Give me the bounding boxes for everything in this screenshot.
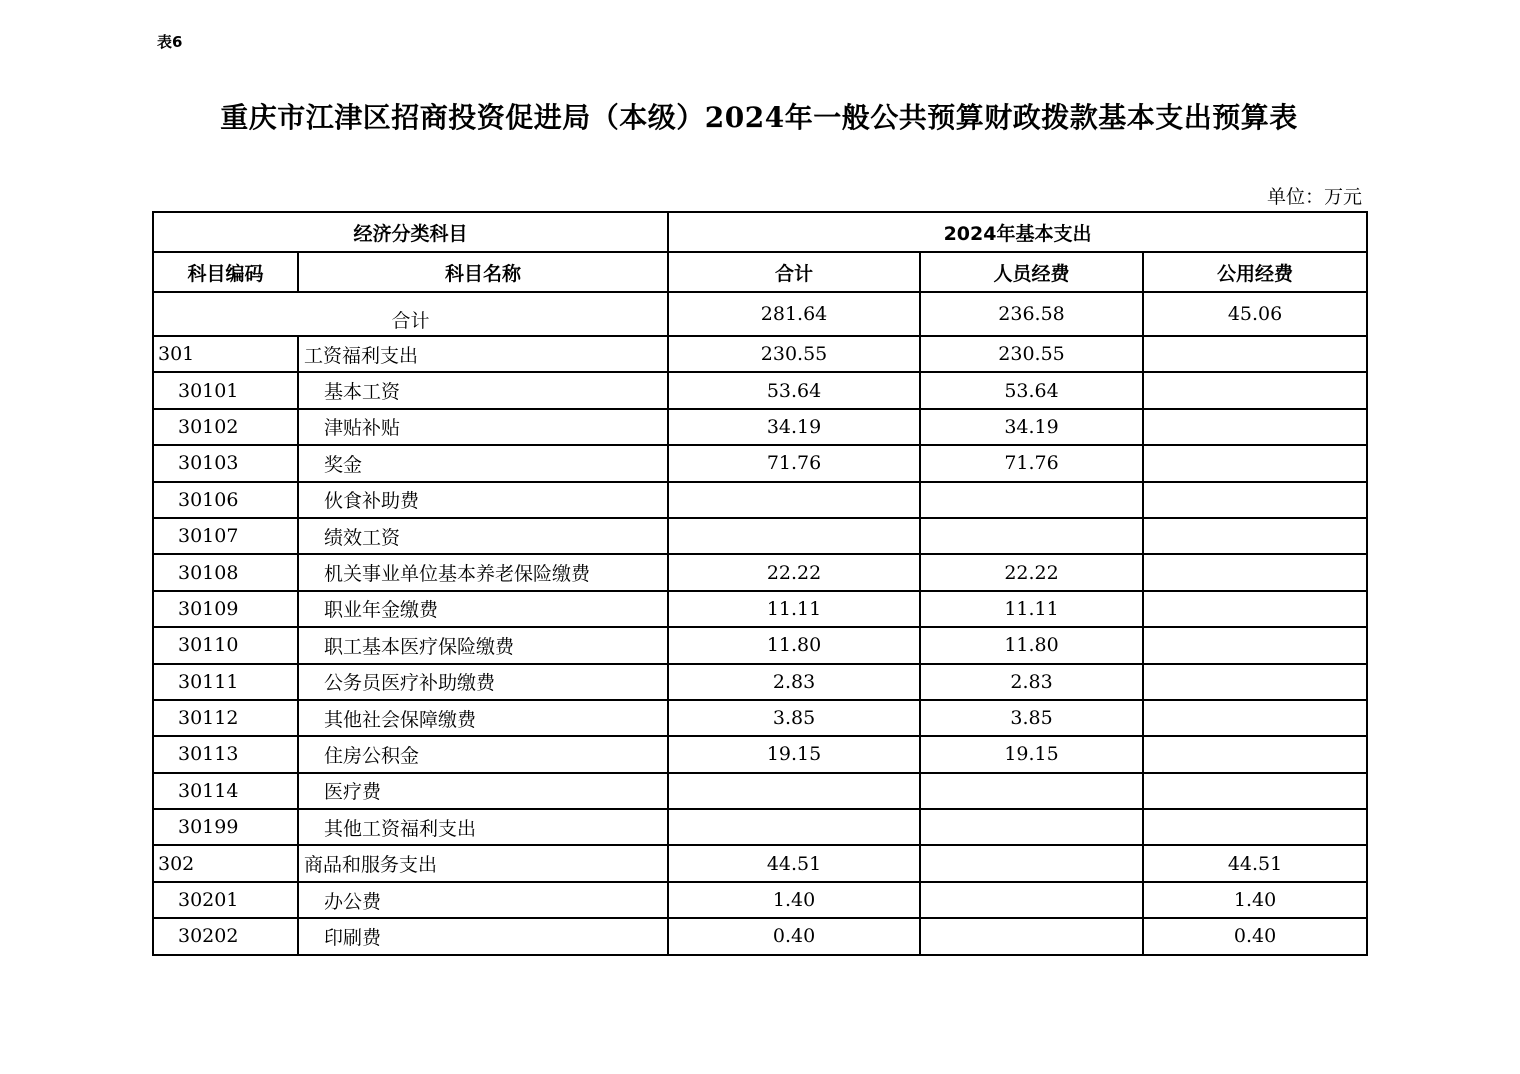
table-row [153,627,1367,663]
total-row-public: 45.06 [1143,292,1367,336]
row-personnel [920,482,1143,518]
row-total: 19.15 [668,736,920,772]
row-total [668,482,920,518]
table-row [153,918,1367,954]
row-total: 22.22 [668,554,920,590]
row-subject-name: 津贴补贴 [298,409,668,445]
budget-table-body [153,212,1367,955]
row-subject-name: 公务员医疗补助缴费 [298,664,668,700]
table-row [153,809,1367,845]
row-total: 71.76 [668,445,920,481]
row-total [668,773,920,809]
row-subject-code: 30108 [153,554,298,590]
row-subject-name: 职工基本医疗保险缴费 [298,627,668,663]
row-public [1143,482,1367,518]
row-public [1143,372,1367,408]
row-public [1143,336,1367,372]
table-number: 表6 [157,33,183,51]
header-column-row [153,252,1367,292]
row-subject-code: 30110 [153,627,298,663]
row-total [668,518,920,554]
row-subject-name: 住房公积金 [298,736,668,772]
total-row-total: 281.64 [668,292,920,336]
budget-table [152,211,1368,956]
row-subject-name: 伙食补助费 [298,482,668,518]
row-public [1143,591,1367,627]
row-personnel: 19.15 [920,736,1143,772]
unit-label: 单位：万元 [1266,186,1362,208]
row-personnel: 71.76 [920,445,1143,481]
row-public [1143,773,1367,809]
header-total: 合计 [668,252,920,292]
table-row [153,700,1367,736]
row-subject-code: 30101 [153,372,298,408]
row-public [1143,809,1367,845]
table-row [153,773,1367,809]
row-subject-code: 30107 [153,518,298,554]
row-subject-code: 30199 [153,809,298,845]
row-public: 0.40 [1143,918,1367,954]
table-row [153,554,1367,590]
header-subject-code: 科目编码 [153,252,298,292]
row-subject-name: 绩效工资 [298,518,668,554]
row-total: 11.80 [668,627,920,663]
row-total: 1.40 [668,882,920,918]
row-subject-code: 30102 [153,409,298,445]
row-subject-code: 30111 [153,664,298,700]
row-public: 44.51 [1143,845,1367,881]
row-personnel: 53.64 [920,372,1143,408]
table-row [153,845,1367,881]
row-total: 0.40 [668,918,920,954]
row-total: 34.19 [668,409,920,445]
row-subject-code: 30114 [153,773,298,809]
row-personnel: 3.85 [920,700,1143,736]
row-subject-name: 商品和服务支出 [298,845,668,881]
row-subject-name: 机关事业单位基本养老保险缴费 [298,554,668,590]
row-public [1143,518,1367,554]
row-personnel: 34.19 [920,409,1143,445]
row-subject-code: 301 [153,336,298,372]
row-public [1143,736,1367,772]
row-subject-name: 医疗费 [298,773,668,809]
row-total [668,809,920,845]
row-total: 2.83 [668,664,920,700]
row-subject-name: 其他工资福利支出 [298,809,668,845]
row-subject-code: 30113 [153,736,298,772]
table-row [153,664,1367,700]
row-subject-name: 印刷费 [298,918,668,954]
row-public [1143,700,1367,736]
row-public [1143,664,1367,700]
row-personnel: 230.55 [920,336,1143,372]
row-public [1143,627,1367,663]
row-subject-code: 302 [153,845,298,881]
row-subject-name: 职业年金缴费 [298,591,668,627]
row-subject-code: 30106 [153,482,298,518]
row-subject-name: 办公费 [298,882,668,918]
row-subject-name: 奖金 [298,445,668,481]
row-personnel [920,773,1143,809]
row-personnel: 11.80 [920,627,1143,663]
row-subject-name: 基本工资 [298,372,668,408]
row-subject-code: 30103 [153,445,298,481]
table-row [153,518,1367,554]
row-personnel: 2.83 [920,664,1143,700]
header-subject-name: 科目名称 [298,252,668,292]
table-row [153,336,1367,372]
row-total: 11.11 [668,591,920,627]
total-row-label: 合计 [153,292,668,336]
row-public [1143,445,1367,481]
total-row [153,292,1367,336]
row-subject-code: 30202 [153,918,298,954]
row-personnel [920,518,1143,554]
row-subject-name: 其他社会保障缴费 [298,700,668,736]
row-total: 44.51 [668,845,920,881]
header-public-expenses: 公用经费 [1143,252,1367,292]
table-row [153,482,1367,518]
row-subject-code: 30201 [153,882,298,918]
table-row [153,409,1367,445]
row-subject-code: 30112 [153,700,298,736]
header-economic-category: 经济分类科目 [153,212,668,252]
row-total: 230.55 [668,336,920,372]
table-row [153,445,1367,481]
table-row [153,882,1367,918]
row-public: 1.40 [1143,882,1367,918]
row-personnel: 11.11 [920,591,1143,627]
table-row [153,736,1367,772]
header-personnel-expenses: 人员经费 [920,252,1143,292]
total-row-personnel: 236.58 [920,292,1143,336]
table-row [153,591,1367,627]
table-row [153,372,1367,408]
page-title: 重庆市江津区招商投资促进局（本级）2024年一般公共预算财政拨款基本支出预算表 [220,101,1298,134]
header-group-row [153,212,1367,252]
row-personnel [920,809,1143,845]
row-public [1143,554,1367,590]
row-personnel [920,882,1143,918]
row-personnel [920,845,1143,881]
row-total: 3.85 [668,700,920,736]
row-personnel [920,918,1143,954]
row-personnel: 22.22 [920,554,1143,590]
row-subject-code: 30109 [153,591,298,627]
row-total: 53.64 [668,372,920,408]
header-basic-expenditure: 2024年基本支出 [668,212,1367,252]
row-subject-name: 工资福利支出 [298,336,668,372]
row-public [1143,409,1367,445]
